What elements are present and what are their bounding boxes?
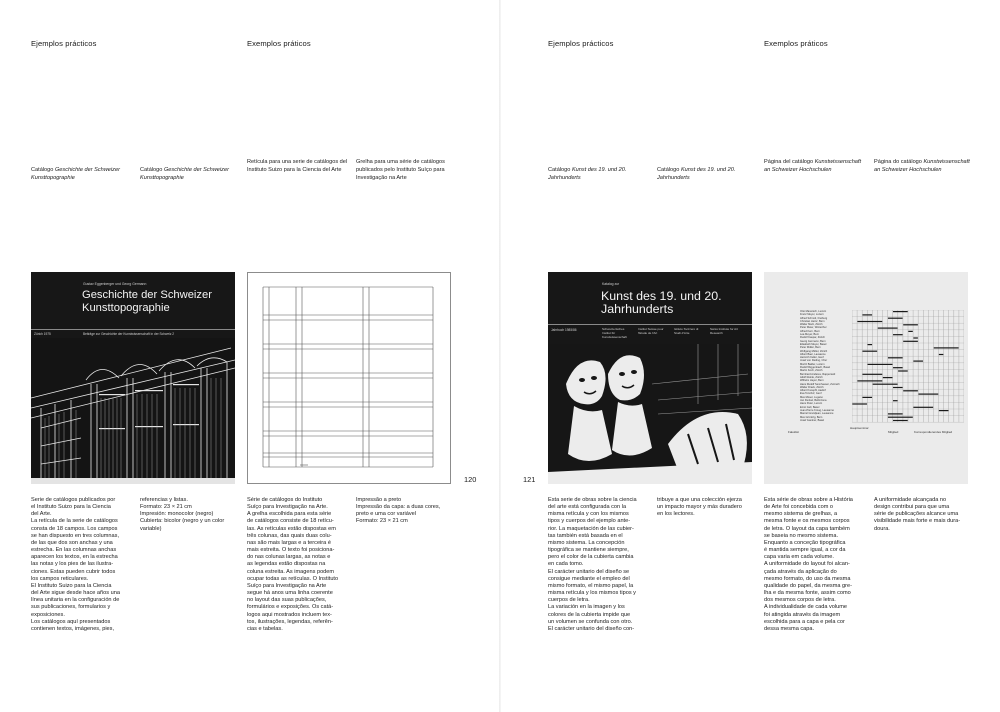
table-footer-right: Korrespondierendes Mitglied (914, 430, 953, 434)
table-grid-bar (893, 334, 903, 335)
cover1-authors: Gustav Eggenberger und Georg Germann (83, 282, 147, 286)
table-grid-bar (888, 413, 903, 414)
table-grid (852, 310, 964, 424)
cover2-col2: Institut Suisse pour l'Etude de l'Art (638, 327, 664, 335)
table-name-row: Martin Koch, Zürich (800, 369, 823, 373)
table-grid-bar (862, 314, 872, 315)
table-name-row: Josef von Reding, Chur (800, 359, 828, 363)
table-grid-bar (888, 417, 913, 418)
table-name-row: Wolfgang Müller, Zürich (800, 349, 828, 353)
table-grid-bar (857, 321, 882, 322)
table-grid-bar (893, 400, 897, 401)
table-grid-bar (903, 324, 918, 325)
table-name-row: Jan Dunkel, Bellinzona (800, 399, 827, 403)
table-grid-bar (878, 328, 898, 329)
caption-5: Catálogo Kunst des 19. und 20. Jahrhunderts (548, 167, 627, 182)
table-footer-mid2: Mitglied (888, 430, 899, 434)
table-name-row: Georg Germann, Bern (800, 339, 826, 343)
table-name-row: Rudolf Riggenbach, Basel (800, 366, 830, 370)
table-grid-bar (873, 384, 898, 385)
table-name-row: Franz Meyer, Luzern (800, 313, 824, 317)
caption-2: Catálogo Geschichte der Schweizer Kunsttopographie (140, 167, 229, 182)
table-page-figure (764, 272, 968, 484)
cover1-title: Geschichte der Schweizer Kunsttopographie (82, 289, 212, 314)
cover1-publisher: Zürich 1975 (34, 332, 51, 336)
header-left-es: Ejemplos prácticos (31, 39, 97, 48)
cover2-painting (548, 344, 752, 484)
cover-geschichte (31, 272, 235, 484)
table-grid-bar (908, 331, 912, 332)
table-grid-bar (898, 370, 908, 371)
table-footer-left: Fakultät (788, 430, 799, 434)
caption-3: Retícula para una serie de catálogos del Instituto Suizo para la Ciencia del Arte (247, 159, 348, 174)
table-name-row: Christian Heinz, Bern (800, 319, 825, 323)
cover2-rule (548, 324, 752, 325)
table-grid-bar (862, 351, 877, 352)
table-grid-bar (903, 390, 918, 391)
table-grid-bar (888, 357, 903, 358)
header-left-pt: Exemplos práticos (247, 39, 311, 48)
table-grid-bar (868, 344, 872, 345)
names-list (800, 310, 850, 422)
cover2-col4: Swiss Institute for Art Research (710, 327, 739, 335)
table-grid-bar (857, 380, 882, 381)
table-name-row: Hans Rudolf Sennhauser, Zurzach (800, 382, 840, 386)
page-number-right: 121 (523, 475, 536, 484)
table-name-row: Walter Marti, Zürich (800, 323, 823, 327)
table-name-row: Albert Baer, Lausanne (800, 352, 826, 356)
table-name-row: Max Moser, Lugano (800, 395, 823, 399)
table-name-row: Peter Müller, Bern (800, 346, 821, 350)
page-gutter (499, 0, 501, 712)
table-name-row: Hans Peter, Luzern (800, 402, 823, 406)
caption-6: Catálogo Kunst des 19. und 20. Jahrhunderts (657, 167, 736, 182)
table-name-row: Rudolf Kaspar, Zürich (800, 336, 825, 340)
table-name-row: Josef Gantner, Basel (800, 418, 825, 422)
table-name-row: Adolf Reinle, Zürich (800, 375, 823, 379)
caption-4: Grelha para uma série de catálogos publicados pelo Instituto Suíço para Investigação na Arte (356, 159, 445, 182)
table-name-row: Wilhelm Heyer, Bern (800, 379, 824, 383)
table-grid-bar (888, 318, 903, 319)
table-name-row: Lea Meyer, Bern (800, 333, 820, 337)
table-name-row: Ernst Gull, Basel (800, 405, 820, 409)
table-footer-mid1: Hauptseminar (850, 426, 869, 430)
table-grid-bar (903, 341, 918, 342)
caption-8: Página do catálogo Kunstwissenschaft an Schweizer Hochschulen (874, 159, 970, 174)
grid-lines (248, 273, 450, 483)
caption-7: Página del catálogo Kunstwissenschaft an Schweizer Hochschulen (764, 159, 862, 174)
table-grid-bar (893, 367, 903, 368)
table-name-row: Jean-Pierre Kroug, Lausanne (800, 408, 834, 412)
body-col-4: Impressão a preto Impressão da capa: a duas cores, preto e uma cor variável Formato: 23 × 21 cm (356, 497, 441, 525)
table-grid-bar (913, 407, 933, 408)
header-right-pt: Exemplos práticos (764, 39, 828, 48)
body-col-1: Serie de catálogos publicados por el Instituto Suizo para la Ciencia del Arte. La retícula de la serie de catálogos consta de 18 campos. Los campos se han dispuesto en tres columnas, de las que dos son anchas y una estrecha. En las columnas anchas aparecen los textos, en la estrecha las notas y los pies de las ilustra- ciones. Estas pueden cubrir todos los campos reticulares. El Instituto Suizo para la Ciencia del Arte sigue desde hace años una línea unitaria en la configuración de sus publicaciones, formularios y exposiciones. Los catálogos aquí presentados contienen textos, imágenes, pies, (31, 497, 120, 632)
header-right-es: Ejemplos prácticos (548, 39, 614, 48)
table-name-row: Otto Manetsch, Luzern (800, 310, 827, 313)
table-grid-bar (893, 311, 908, 312)
table-name-row: Heinrich Keller, Genf (800, 356, 824, 360)
table-name-row: Albert Knoepfli, Aadorf (800, 389, 826, 393)
table-name-row: Elisabeth Meyer, Basel (800, 342, 827, 346)
table-grid-bar (868, 364, 893, 365)
body-col-5: Esta serie de obras sobre la ciencia del arte está configurada con la misma retícula y con los mismos tipos y cuerpos del ejemplo ante- rior. La maquetación de las cubier- tas también está basada en el mismo sistema. La concepción tipográfica se mantiene siempre, pero el color de la cubierta cambia en cada tomo. El carácter unitario del diseño se consigue mediante el empleo del mismo formato, el mismo papel, la misma retícula y los mismos tipos y cuerpos de letra. La variación en la imagen y los colores de la cubierta impide que un volumen se confunda con otro. El carácter unitario del diseño con- (548, 497, 637, 632)
table-name-row: Marcel Grandjean, Lausanne (800, 412, 834, 416)
page-number-left: 120 (464, 475, 477, 484)
cover1-architecture-engraving (31, 338, 235, 484)
table-grid-bar (913, 361, 923, 362)
body-col-7: Esta série de obras sobre a História de Arte foi concebida com o mesmo sistema de grelhas, a mesma fonte e os mesmos corpos de letra. O layout da capa também se baseia no mesmo sistema. Enquanto a conceção tipográfica é mantida sempre igual, a cor da capa varia em cada volume. A uniformidade do layout foi alcan- çada através da aplicação do mesmo formato, do uso da mesma qualidade do papel, da mesma gre- lha e da mesma fonte, assim como dos mesmos corpos de letra. A individualidade de cada volume foi atingida através da imagem escolhida para a capa e pela cor dessa mesma capa. (764, 497, 853, 632)
table-grid-bar (934, 347, 959, 348)
table-name-row: Bernhard Anderes, Rapperswil (800, 372, 836, 376)
table-grid-bar (939, 354, 943, 355)
table-grid-bar (862, 397, 872, 398)
table-grid-bar (913, 337, 917, 338)
table-grid-bar (918, 394, 938, 395)
table-name-row: Peter Meier, Winterthur (800, 326, 827, 330)
table-name-row: Moritz Balder, Luzern (800, 362, 825, 366)
table-grid-bar (852, 403, 867, 404)
body-col-8: A uniformidade alcançada no design contribui para que uma série de publicações alcance uma visibilidade mais forte e mais dura- doura. (874, 497, 961, 532)
table-name-row: Eva Tonnhof, Genf (800, 392, 822, 396)
table-grid-bar (893, 420, 908, 421)
table-grid-bar (883, 377, 893, 378)
cover-kunst (548, 272, 752, 484)
table-grid-bar (939, 410, 949, 411)
cover2-col1: Schweizerisches Institut für Kunstwissenschaft (602, 327, 627, 339)
body-col-6: tribuye a que una colección ejerza un impacto mayor y más duradero en los lectores. (657, 497, 742, 518)
table-name-row: Alfred Kern, Bern (800, 329, 820, 333)
cover2-title: Kunst des 19. und 20. Jahrhunderts (601, 289, 722, 317)
caption-1: Catálogo Geschichte der Schweizer Kunsttopographie (31, 167, 120, 182)
cover1-subtitle: Beiträge zur Geschichte der Kunstwissenschaft in der Schweiz 2 (83, 332, 175, 336)
cover2-year: Jahrbuch 1985/86 (551, 328, 577, 332)
table-grid-bar (862, 374, 882, 375)
table-grid-bar (893, 387, 903, 388)
cover2-kicker: Katalog zur (602, 282, 620, 286)
table-name-row: Max Grüntzig, Bern (800, 415, 823, 419)
table-name-row: Walter Drack, Zürich (800, 385, 824, 389)
body-col-3: Série de catálogos do Instituto Suíço para Investigação na Arte. A grelha escolhida para esta série de catálogos consiste de 18 retícu- las. As retículas estão dispostas em três colunas, das quais duas colu- nas são mais largas e a terceira é mais estreita. O texto foi posiciona- do nas colunas largas, as notas e as legendas estão dispostas na coluna estreita. As imagens podem ocupar todas as retículas. O Instituto Suíço para Investigação na Arte segue há anos uma linha coerente no layout das suas publicações, formulários e exposições. Os catá- logos aqui mostrados incluem tex- tos, ilustrações, legendas, referên- cias e tabelas. (247, 497, 339, 632)
cover2-col3: Istituto Svizzero di Studi d'Arte (674, 327, 699, 335)
table-name-row: Alfred Schmid, Freiburg (800, 316, 828, 320)
cover1-rule (31, 329, 235, 330)
body-col-2: referencias y listas. Formato: 23 × 21 cm Impresión: monocolor (negro) Cubierta: bicolor (negro y un color variable) (140, 497, 225, 532)
grid-diagram (247, 272, 451, 484)
